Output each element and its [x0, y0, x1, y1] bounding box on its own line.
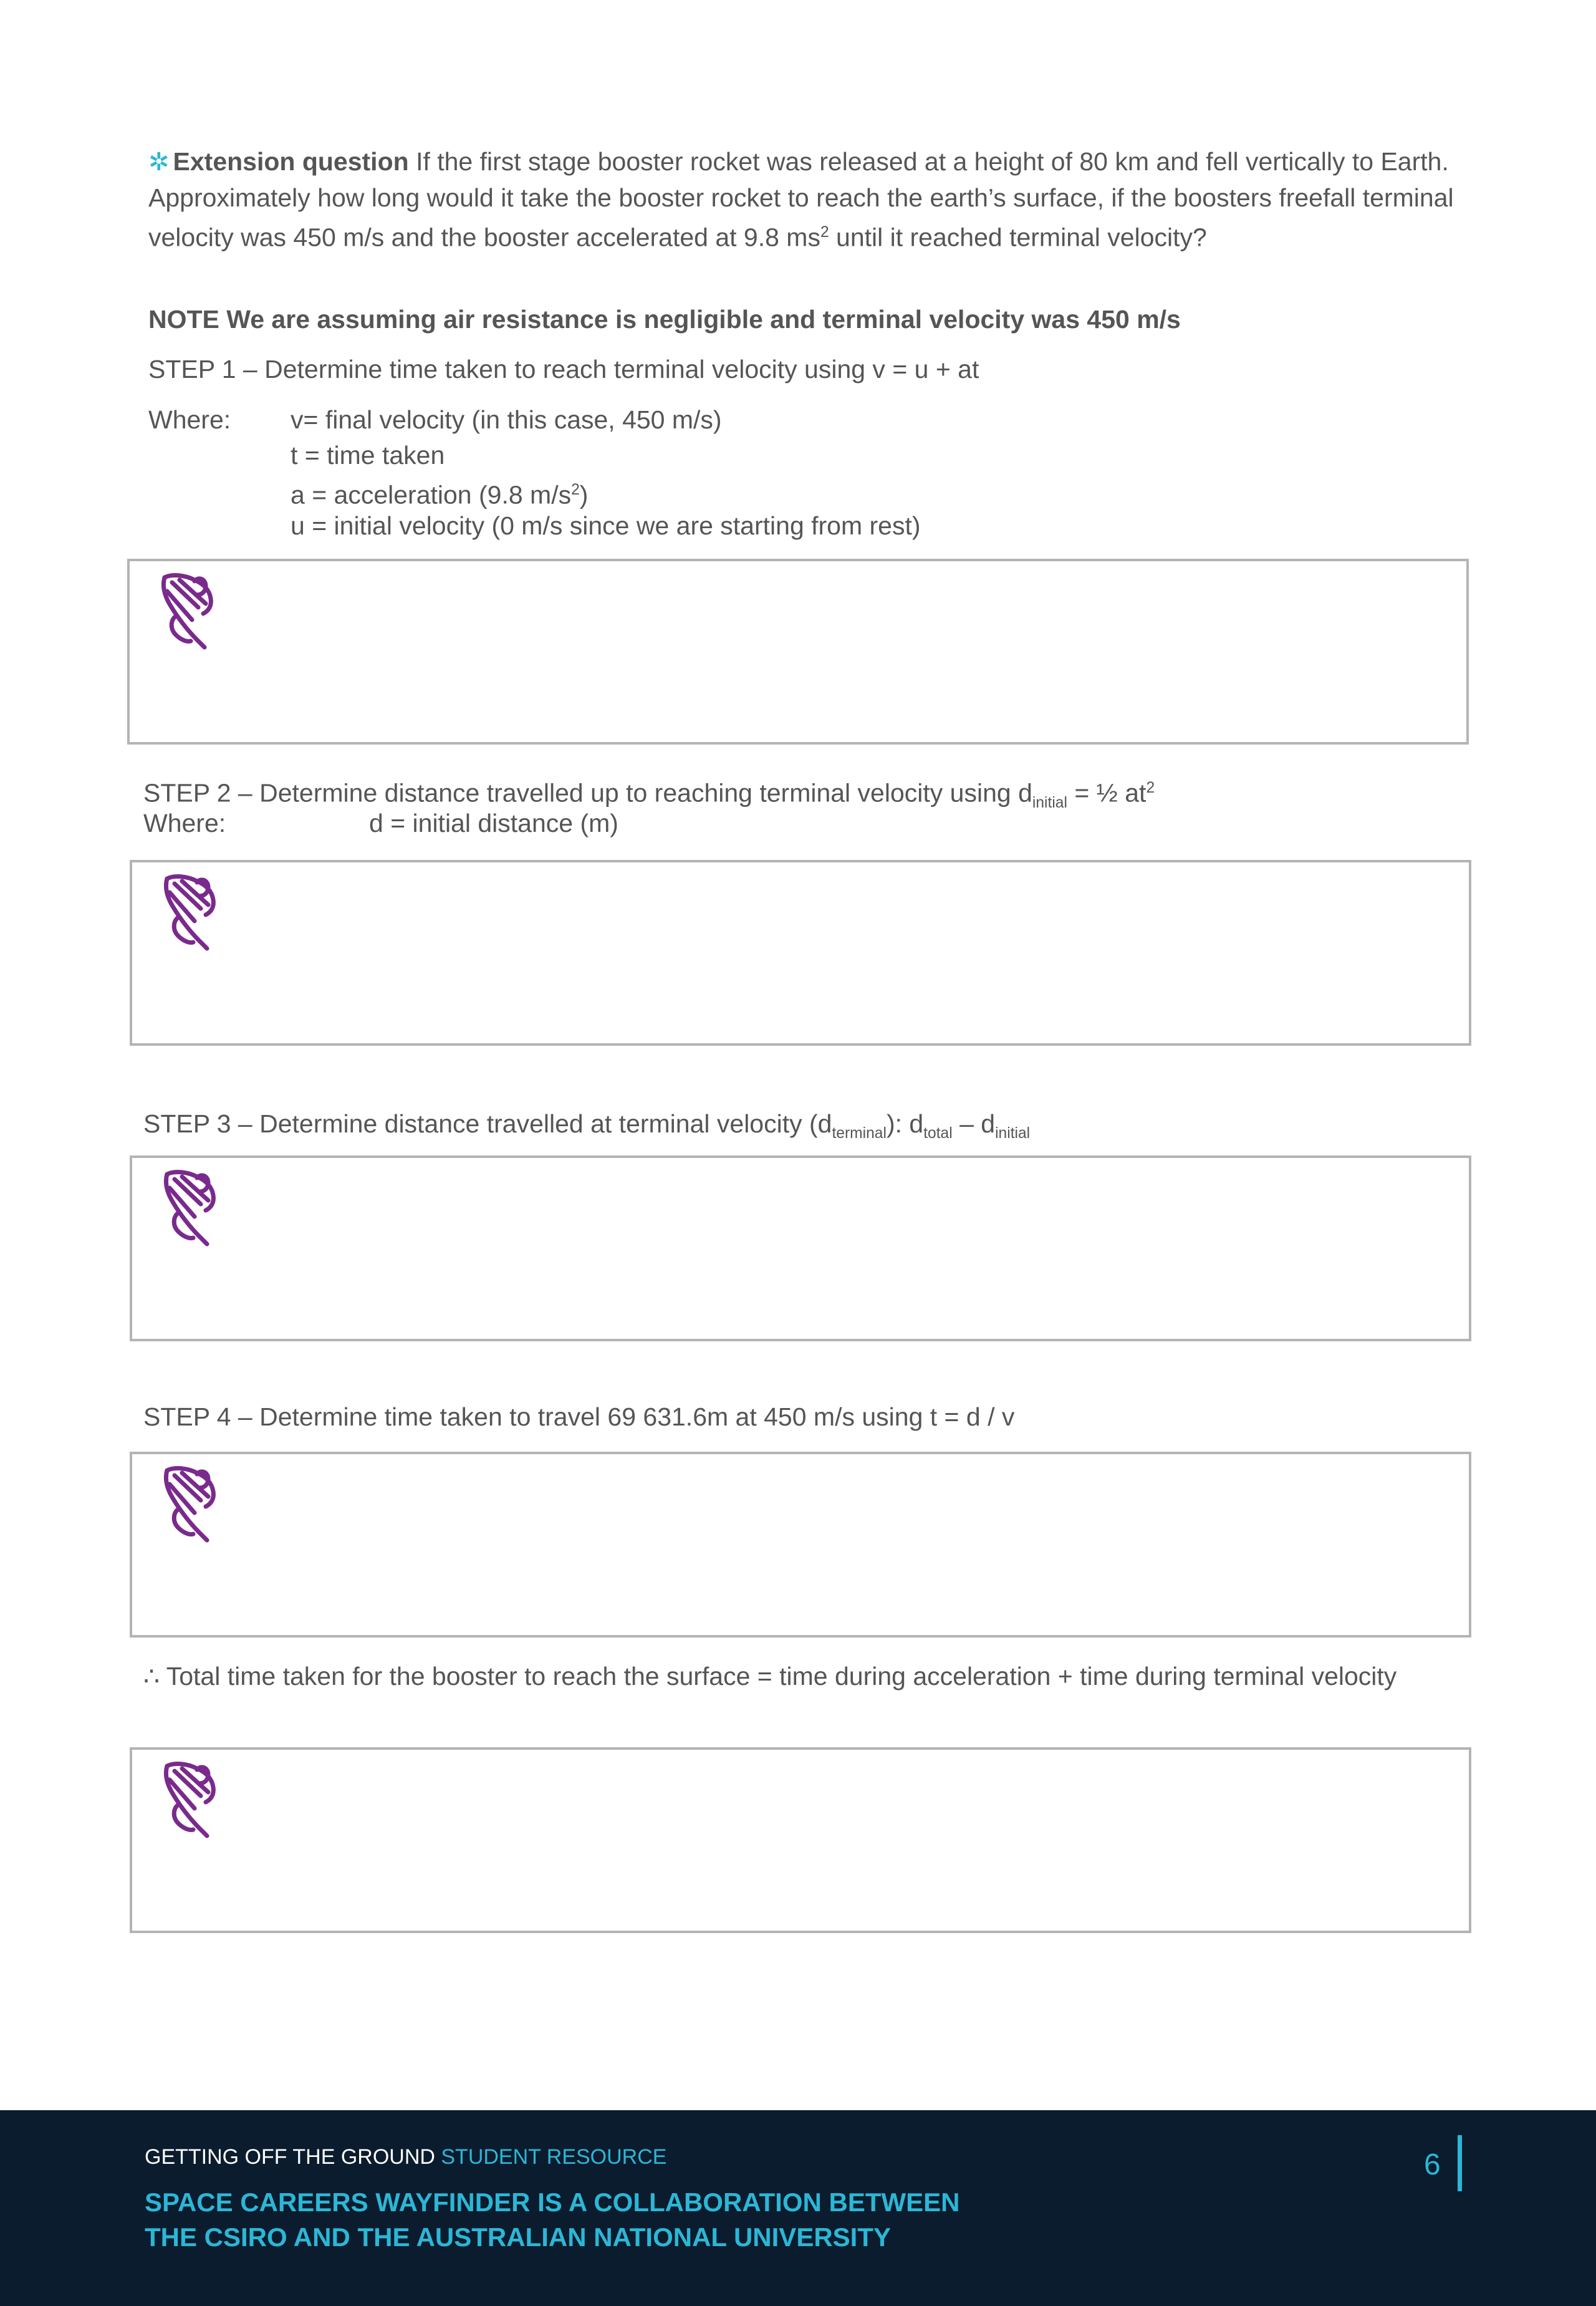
- extension-label: Extension question: [173, 147, 409, 176]
- answer-box-total[interactable]: [130, 1747, 1471, 1933]
- writing-hand-icon: [156, 871, 218, 952]
- step1-where: Where:: [148, 405, 231, 434]
- writing-hand-icon: [156, 1167, 218, 1248]
- answer-box-step2[interactable]: [130, 860, 1471, 1046]
- answer-box-step1[interactable]: [127, 559, 1469, 745]
- writing-hand-icon: [153, 570, 216, 651]
- answer-box-step4[interactable]: [130, 1452, 1471, 1638]
- star-icon: ✲: [148, 148, 170, 176]
- step1-def-v: v= final velocity (in this case, 450 m/s): [291, 405, 722, 434]
- writing-hand-icon: [156, 1758, 218, 1840]
- step2-text: STEP 2 – Determine distance travelled up to reaching terminal velocity using $d_{initial}$ = ½ $at^2$: [143, 778, 1155, 811]
- answer-box-step3[interactable]: [130, 1155, 1471, 1341]
- step1-def-a: a = acceleration (9.8 $m/s^2$): [291, 480, 589, 509]
- total-text: ∴ Total time taken for the booster to reach the surface = time during acceleration + time during terminal velocity: [143, 1662, 1397, 1691]
- page-number: 6: [1424, 2148, 1441, 2181]
- step1-def-u: u = initial velocity (0 m/s since we are starting from rest): [291, 511, 921, 540]
- step1-def-t: t = time taken: [291, 441, 445, 470]
- page-number-bar: [1458, 2135, 1462, 2191]
- step2-def-d: d = initial distance (m): [369, 809, 618, 837]
- extension-question: [148, 144, 1464, 255]
- footer-title: GETTING OFF THE GROUND STUDENT RESOURCE: [145, 2145, 667, 2169]
- extension-text-end: until it reached terminal velocity?: [829, 223, 1207, 252]
- footer: [0, 2110, 1596, 2306]
- step2-where: Where:: [143, 809, 226, 837]
- step4-text: STEP 4 – Determine time taken to travel 69 631.6m at 450 m/s using t = d / v: [143, 1402, 1015, 1431]
- extension-text: If the first stage booster rocket was released at a height of 80 km and fell vertically to Earth. Approximately how long would it take the booster rocket to reach the earth’s surface, if the boosters freefall terminal velocity was 450 m/s and the booster accelerated at 9.8 ms: [148, 147, 1454, 252]
- step1-text: STEP 1 – Determine time taken to reach terminal velocity using v = u + at: [148, 355, 979, 384]
- step3-text: STEP 3 – Determine distance travelled at terminal velocity $(d_{terminal})$: $d_{total} - d_{initial}$: [143, 1109, 1031, 1142]
- note: NOTE We are assuming air resistance is negligible and terminal velocity was 450 m/s: [148, 305, 1181, 334]
- writing-hand-icon: [156, 1463, 218, 1544]
- extension-sup: 2: [820, 224, 829, 241]
- footer-collaboration: SPACE CAREERS WAYFINDER IS A COLLABORATION BETWEEN THE CSIRO AND THE AUSTRALIAN NATIONAL UNIVERSITY: [145, 2188, 960, 2252]
